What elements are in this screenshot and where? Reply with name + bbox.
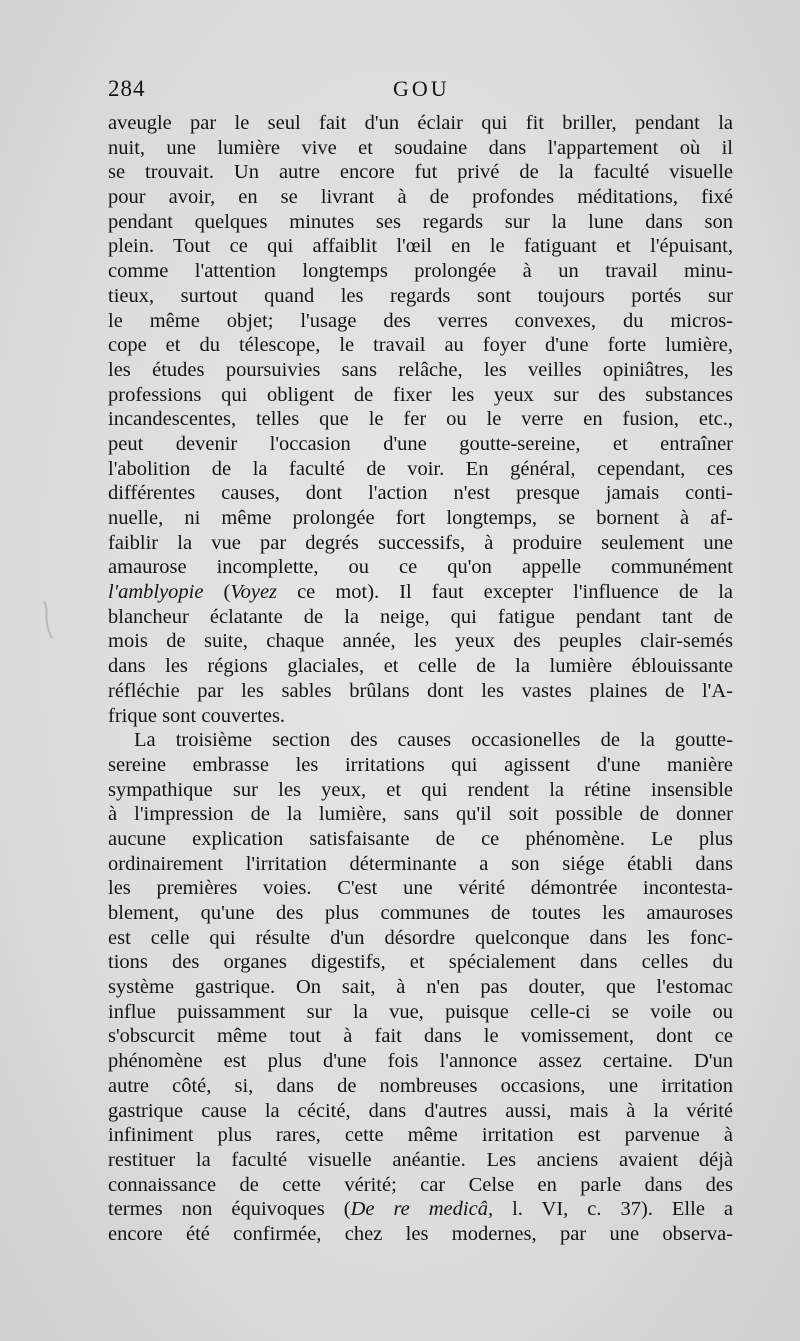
- text-line: le même objet; l'usage des verres convexes, du micros-: [108, 309, 733, 332]
- text-line: à l'impression de la lumière, sans qu'il soit possible de donner: [108, 803, 733, 826]
- text-line: autre côté, si, dans de nombreuses occasions, une irritation: [108, 1074, 733, 1097]
- text-line: pour avoir, en se livrant à de profondes méditations, fixé: [108, 186, 733, 209]
- text-line: gastrique cause la cécité, dans d'autres aussi, mais à la vérité: [108, 1099, 733, 1122]
- text-line: aveugle par le seul fait d'un éclair qui fit briller, pendant la: [108, 112, 733, 134]
- text-line: sympathique sur les yeux, et qui rendent la rétine insensible: [108, 778, 733, 801]
- text-line: tieux, surtout quand les regards sont toujours portés sur: [108, 284, 733, 307]
- text-line: se trouvait. Un autre encore fut privé de la faculté visuelle: [108, 161, 733, 184]
- text-line: mois de suite, chaque année, les yeux des peuples clair-semés: [108, 630, 733, 653]
- text-line: influe puissamment sur la vue, puisque celle-ci se voile ou: [108, 1000, 733, 1023]
- text-line: encore été confirmée, chez les modernes, par une observa-: [108, 1222, 733, 1245]
- text-line-mixed: [108, 580, 733, 605]
- text-line: incandescentes, telles que le fer ou le verre en fusion, etc.,: [108, 408, 733, 431]
- italic-term: Voyez: [230, 581, 278, 604]
- text-run: ce mot). Il faut excepter l'influence de la: [277, 581, 733, 604]
- text-run: , l. VI, c. 37). Elle a: [487, 1198, 733, 1221]
- text-line: réfléchie par les sables brûlans dont les vastes plaines de l'A-: [108, 679, 733, 702]
- page-number: 284: [108, 76, 146, 101]
- ink-smudge: [40, 600, 58, 640]
- text-line: comme l'attention longtemps prolongée à un travail minu-: [108, 260, 733, 283]
- text-line: s'obscurcit même tout à fait dans le vomissement, dont ce: [108, 1025, 733, 1048]
- text-line: restituer la faculté visuelle anéantie. Les anciens avaient déjà: [108, 1148, 733, 1171]
- text-line: faiblir la vue par degrés successifs, à produire seulement une: [108, 531, 733, 554]
- body-text: [108, 111, 733, 1247]
- text-line: blement, qu'une des plus communes de toutes les amauroses: [108, 902, 733, 924]
- text-line: tions des organes digestifs, et spécialement dans celles du: [108, 951, 733, 974]
- running-title: GOU: [393, 76, 450, 101]
- text-line: sereine embrasse les irritations qui agissent d'une manière: [108, 753, 733, 776]
- text-line: nuit, une lumière vive et soudaine dans l'appartement où il: [108, 136, 733, 159]
- text-line: les études poursuivies sans relâche, les veilles opiniâtres, les: [108, 358, 733, 381]
- text-line: dans les régions glaciales, et celle de la lumière éblouissante: [108, 655, 733, 678]
- text-line: cope et du télescope, le travail au foyer d'une forte lumière,: [108, 334, 733, 357]
- text-line: différentes causes, dont l'action n'est presque jamais conti-: [108, 482, 733, 505]
- paragraph-start-line: La troisième section des causes occasionelles de la goutte-: [134, 729, 733, 752]
- text-line: système gastrique. On sait, à n'en pas douter, que l'estomac: [108, 976, 733, 999]
- text-line: aucune explication satisfaisante de ce phénomène. Le plus: [108, 827, 733, 850]
- text-line: blancheur éclatante de la neige, qui fatigue pendant tant de: [108, 605, 733, 628]
- text-line: ordinairement l'irritation déterminante a son siége établi dans: [108, 852, 733, 875]
- text-line: phénomène est plus d'une fois l'annonce assez certaine. D'un: [108, 1050, 733, 1073]
- text-line: nuelle, ni même prolongée fort longtemps, se bornent à af-: [108, 507, 733, 529]
- text-line: amaurose incomplette, ou ce qu'on appelle communément: [108, 556, 733, 579]
- paragraph-end-line: frique sont couvertes.: [108, 704, 286, 727]
- running-head: [108, 76, 733, 104]
- text-line: peut devenir l'occasion d'une goutte-sereine, et entraîner: [108, 432, 733, 455]
- text-run: (: [203, 581, 231, 604]
- text-line: pendant quelques minutes ses regards sur la lune dans son: [108, 210, 733, 233]
- italic-citation: De re medicâ: [350, 1198, 488, 1221]
- text-line: infiniment plus rares, cette même irritation est parvenue à: [108, 1124, 733, 1147]
- text-run: termes non équivoques (: [108, 1198, 351, 1221]
- text-line: plein. Tout ce qui affaiblit l'œil en le fatiguant et l'épuisant,: [108, 235, 733, 258]
- text-line: connaissance de cette vérité; car Celse en parle dans des: [108, 1173, 733, 1196]
- text-line: est celle qui résulte d'un désordre quelconque dans les fonc-: [108, 926, 733, 949]
- text-line: professions qui obligent de fixer les yeux sur des substances: [108, 383, 733, 406]
- text-line: l'abolition de la faculté de voir. En général, cependant, ces: [108, 457, 733, 480]
- italic-term: l'amblyopie: [108, 581, 204, 604]
- text-line: les premières voies. C'est une vérité démontrée incontesta-: [108, 877, 733, 900]
- text-line-mixed: [108, 1197, 733, 1222]
